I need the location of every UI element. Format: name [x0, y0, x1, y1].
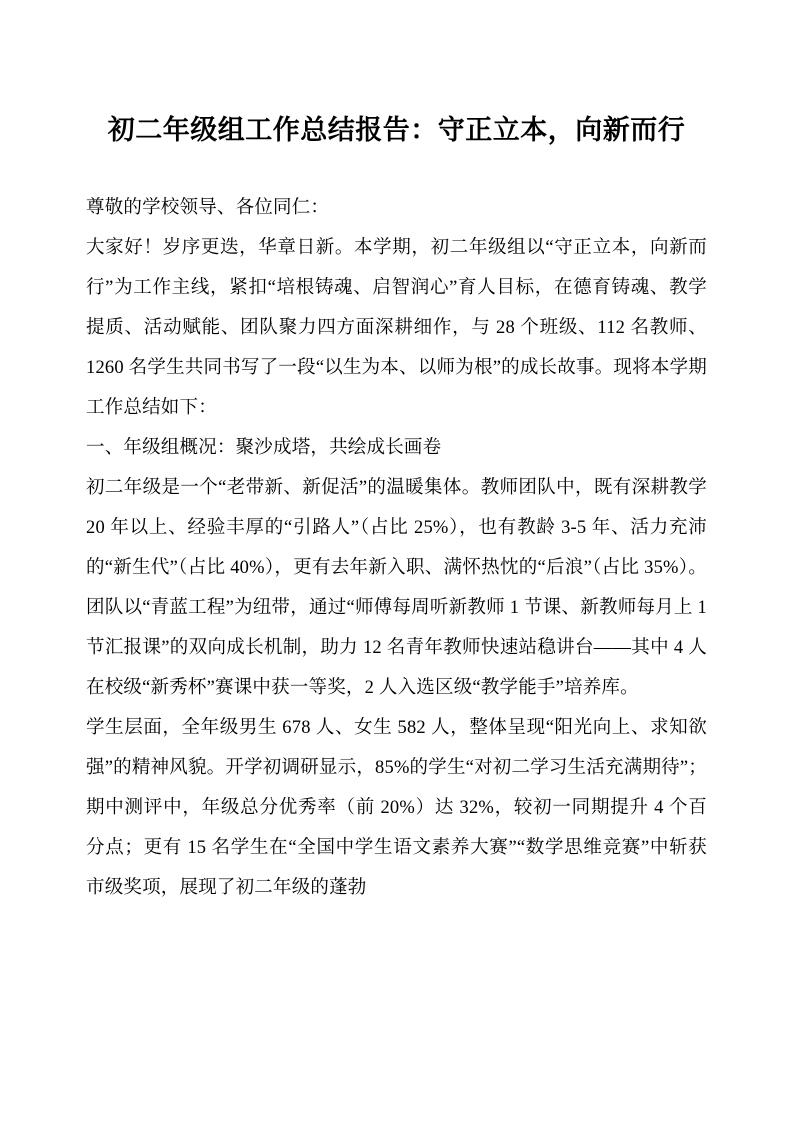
paragraph-section-heading-1: 一、年级组概况：聚沙成塔，共绘成长画卷	[86, 438, 442, 458]
paragraph-students: 学生层面，全年级男生 678 人、女生 582 人，整体呈现“阳光向上、求知欲强”的精神风貌。开学初调研显示，85%的学生“对初二学习生活充满期待”；期中测评中，年级总分优秀率（前 20%）达 32%，较初一同期提升 4 个百分点；更有 15 名学生在“全国中学生语文素养大赛”“数学思维竞赛”中斩获市级奖项，展现了初二年级的蓬勃	[86, 718, 707, 898]
paragraph-salutation: 尊敬的学校领导、各位同仁：	[86, 198, 330, 218]
page-title: 初二年级组工作总结报告：守正立本，向新而行	[107, 115, 686, 145]
document-body	[86, 188, 707, 908]
paragraph-intro: 大家好！岁序更迭，华章日新。本学期，初二年级组以“守正立本，向新而行”为工作主线，紧扣“培根铸魂、启智润心”育人目标，在德育铸魂、教学提质、活动赋能、团队聚力四方面深耕细作，与 28 个班级、112 名教师、1260 名学生共同书写了一段“以生为本、以师为根”的成长故事。现将本学期工作总结如下：	[86, 238, 707, 418]
paragraph-teachers: 初二年级是一个“老带新、新促活”的温暖集体。教师团队中，既有深耕教学 20 年以上、经验丰厚的“引路人”（占比 25%），也有教龄 3-5 年、活力充沛的“新生代”（占比 40%），更有去年新入职、满怀热忱的“后浪”（占比 35%）。团队以“青蓝工程”为纽带，通过“师傅每周听新教师 1 节课、新教师每月上 1 节汇报课”的双向成长机制，助力 12 名青年教师快速站稳讲台——其中 4 人在校级“新秀杯”赛课中获一等奖，2 人入选区级“教学能手”培养库。	[86, 478, 707, 698]
